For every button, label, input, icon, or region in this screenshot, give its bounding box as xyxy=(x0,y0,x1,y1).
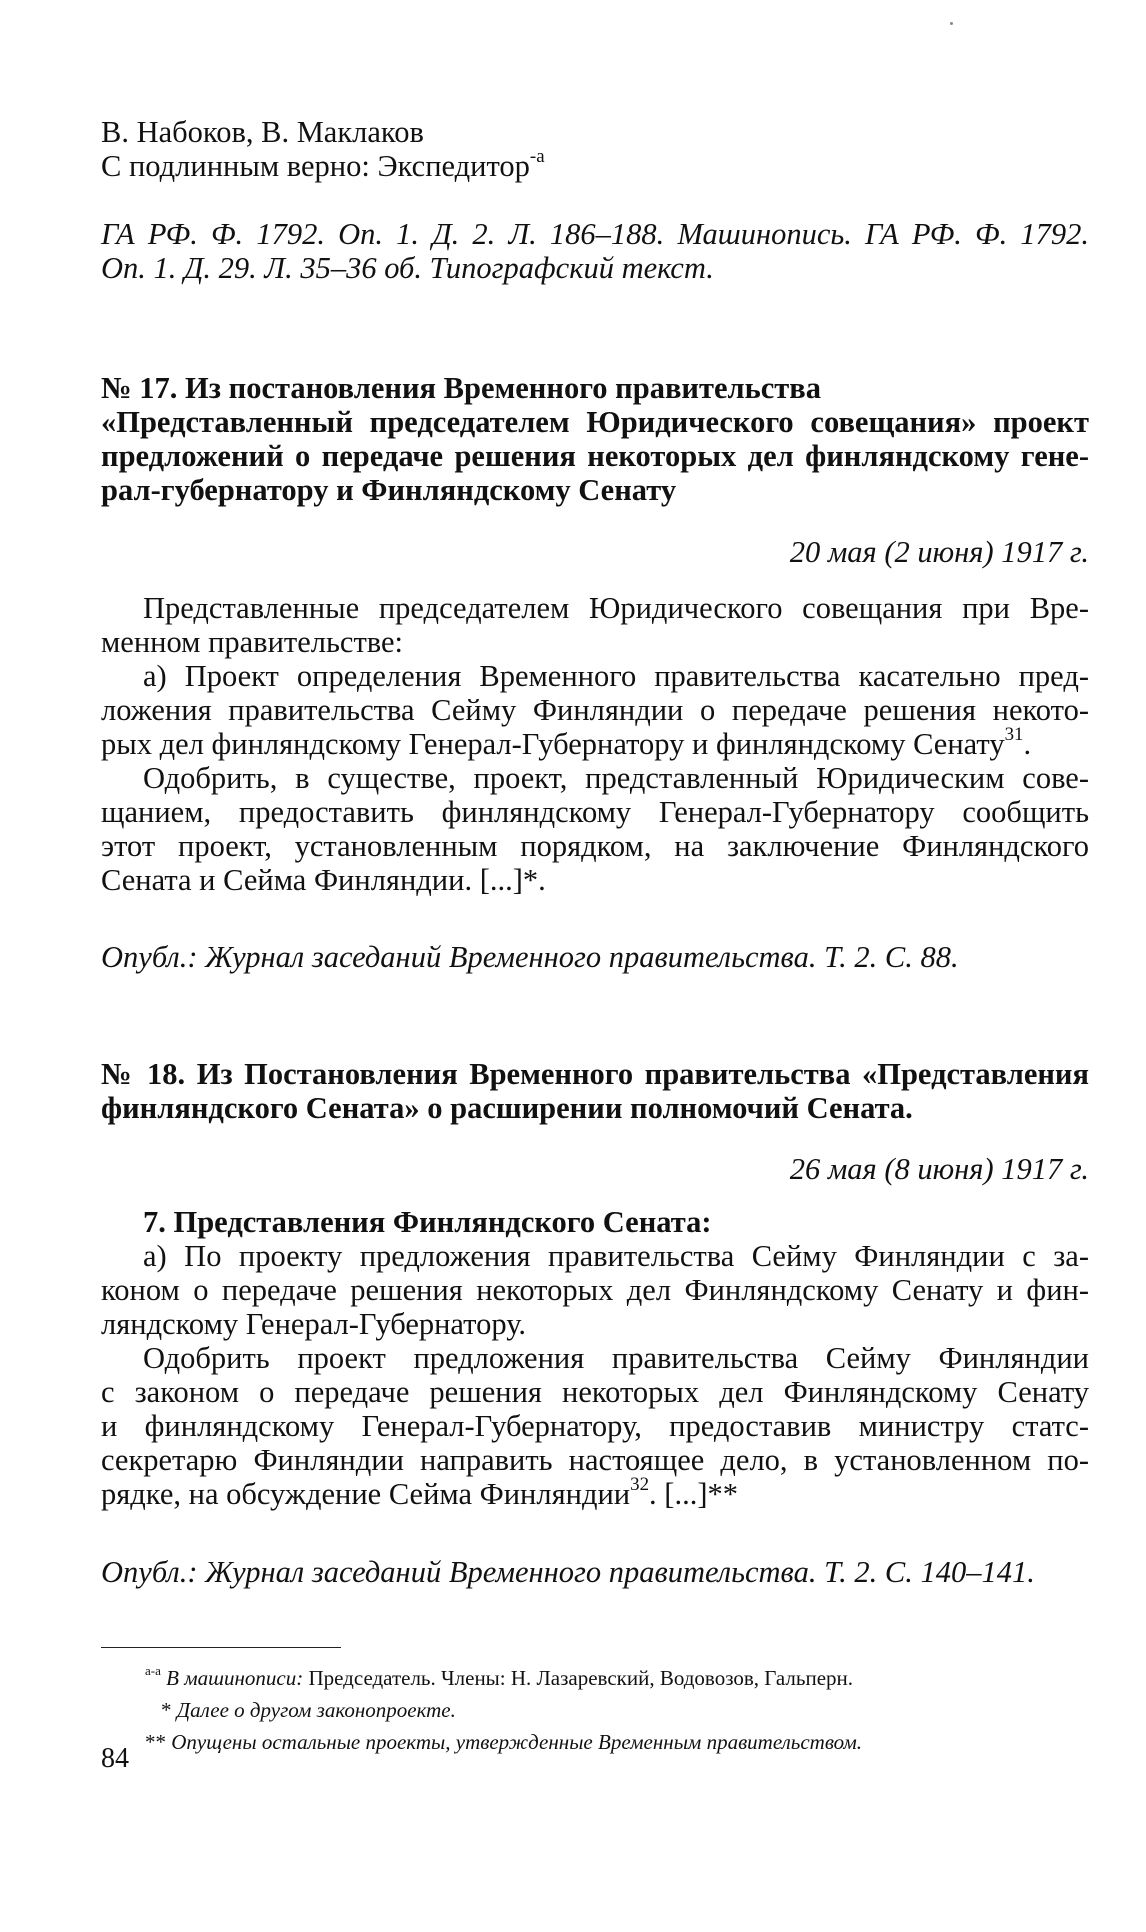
footnote-marker: * xyxy=(161,1698,172,1722)
heading-line: финляндского Сената» о расширении полномочий Сената. xyxy=(101,1091,913,1125)
footnote-ref: 31 xyxy=(1004,724,1024,746)
document-17-body xyxy=(101,591,1089,897)
heading-line: № 17. Из постановления Временного правительства xyxy=(101,371,821,405)
footnotes xyxy=(101,1662,1089,1758)
footnote: $^{а-а}$ В машинописи: Председатель. Члены: Н. Лазаревский, Водовозов, Гальперн. xyxy=(145,1663,854,1690)
footnote: ** Опущены остальные проекты, утвержденные Временным правительством. xyxy=(145,1730,863,1754)
document-17-date: 20 мая (2 июня) 1917 г. xyxy=(789,535,1089,569)
document-18-date: 26 мая (8 июня) 1917 г. xyxy=(789,1152,1089,1186)
document-18-heading xyxy=(101,1057,1089,1125)
footnote-ref: 32 xyxy=(630,1474,650,1496)
footnote-marker: ** xyxy=(145,1730,166,1754)
paragraph-line: а) Проект определения Временного правительства касательно пред- xyxy=(143,659,1089,693)
document-17-heading xyxy=(101,371,1089,507)
copy-attestation: С подлинным верно: Экспедитор$^{-а}$ xyxy=(101,146,545,183)
paragraph-line: щанием, предоставить финляндскому Генерал-Губернатору сообщить xyxy=(101,795,1089,829)
footnote-divider xyxy=(101,1647,341,1648)
paragraph-line: менном правительстве: xyxy=(101,625,404,659)
archive-reference xyxy=(101,217,1089,285)
signature-block xyxy=(101,115,1089,183)
paragraph-line: Сената и Сейма Финляндии. [...]*. xyxy=(101,863,546,897)
paragraph-line: этот проект, установленным порядком, на заключение Финляндского xyxy=(101,829,1089,863)
document-18-publication: Опубл.: Журнал заседаний Временного правительства. Т. 2. С. 140–141. xyxy=(101,1555,1035,1589)
paragraph-line: Одобрить проект предложения правительства Сейму Финляндии xyxy=(143,1341,1089,1375)
paragraph-line: и финляндскому Генерал-Губернатору, предоставив министру статс- xyxy=(101,1409,1089,1443)
heading-line: № 18. Из Постановления Временного правительства «Представления xyxy=(101,1057,1089,1091)
paragraph-line: коном о передаче решения некоторых дел Финляндскому Сенату и фин- xyxy=(101,1273,1089,1307)
paragraph-line: ложения правительства Сейму Финляндии о передаче решения некото- xyxy=(101,693,1089,727)
heading-line: «Представленный председателем Юридического совещания» проект xyxy=(101,405,1089,439)
footnote: * Далее о другом законопроекте. xyxy=(161,1698,456,1722)
document-18-body xyxy=(101,1205,1089,1511)
paragraph-line: Одобрить, в существе, проект, представленный Юридическим сове- xyxy=(143,761,1089,795)
archive-reference-line: ГА РФ. Ф. 1792. Оп. 1. Д. 2. Л. 186–188. Машинопись. ГА РФ. Ф. 1792. xyxy=(101,217,1089,251)
archive-reference-line: Оп. 1. Д. 29. Л. 35–36 об. Типографский текст. xyxy=(101,251,714,285)
page-number: 84 xyxy=(101,1743,129,1774)
paragraph-line: ляндскому Генерал-Губернатору. xyxy=(101,1307,527,1341)
section-subheading: 7. Представления Финляндского Сената: xyxy=(143,1205,712,1239)
document-17-publication: Опубл.: Журнал заседаний Временного правительства. Т. 2. С. 88. xyxy=(101,940,959,974)
paragraph-line: секретарю Финляндии направить настоящее дело, в установленном по- xyxy=(101,1443,1089,1477)
signatory-names: В. Набоков, В. Маклаков xyxy=(101,115,424,149)
paragraph-line: с законом о передаче решения некоторых дел Финляндскому Сенату xyxy=(101,1375,1089,1409)
heading-line: рал-губернатору и Финляндскому Сенату xyxy=(101,473,677,507)
heading-line: предложений о передаче решения некоторых дел финляндскому гене- xyxy=(101,439,1089,473)
footnote-marker: а-а xyxy=(145,1663,161,1679)
paragraph-line: а) По проекту предложения правительства Сейму Финляндии с за- xyxy=(143,1239,1089,1273)
scan-speck xyxy=(950,22,953,25)
paragraph-line: рядке, на обсуждение Сейма Финляндии$^{32}$. [...]** xyxy=(101,1474,738,1511)
paragraph-line: рых дел финляндскому Генерал-Губернатору и финляндскому Сенату$^{31}$. xyxy=(101,724,1032,761)
paragraph-line: Представленные председателем Юридического совещания при Вре- xyxy=(143,591,1089,625)
